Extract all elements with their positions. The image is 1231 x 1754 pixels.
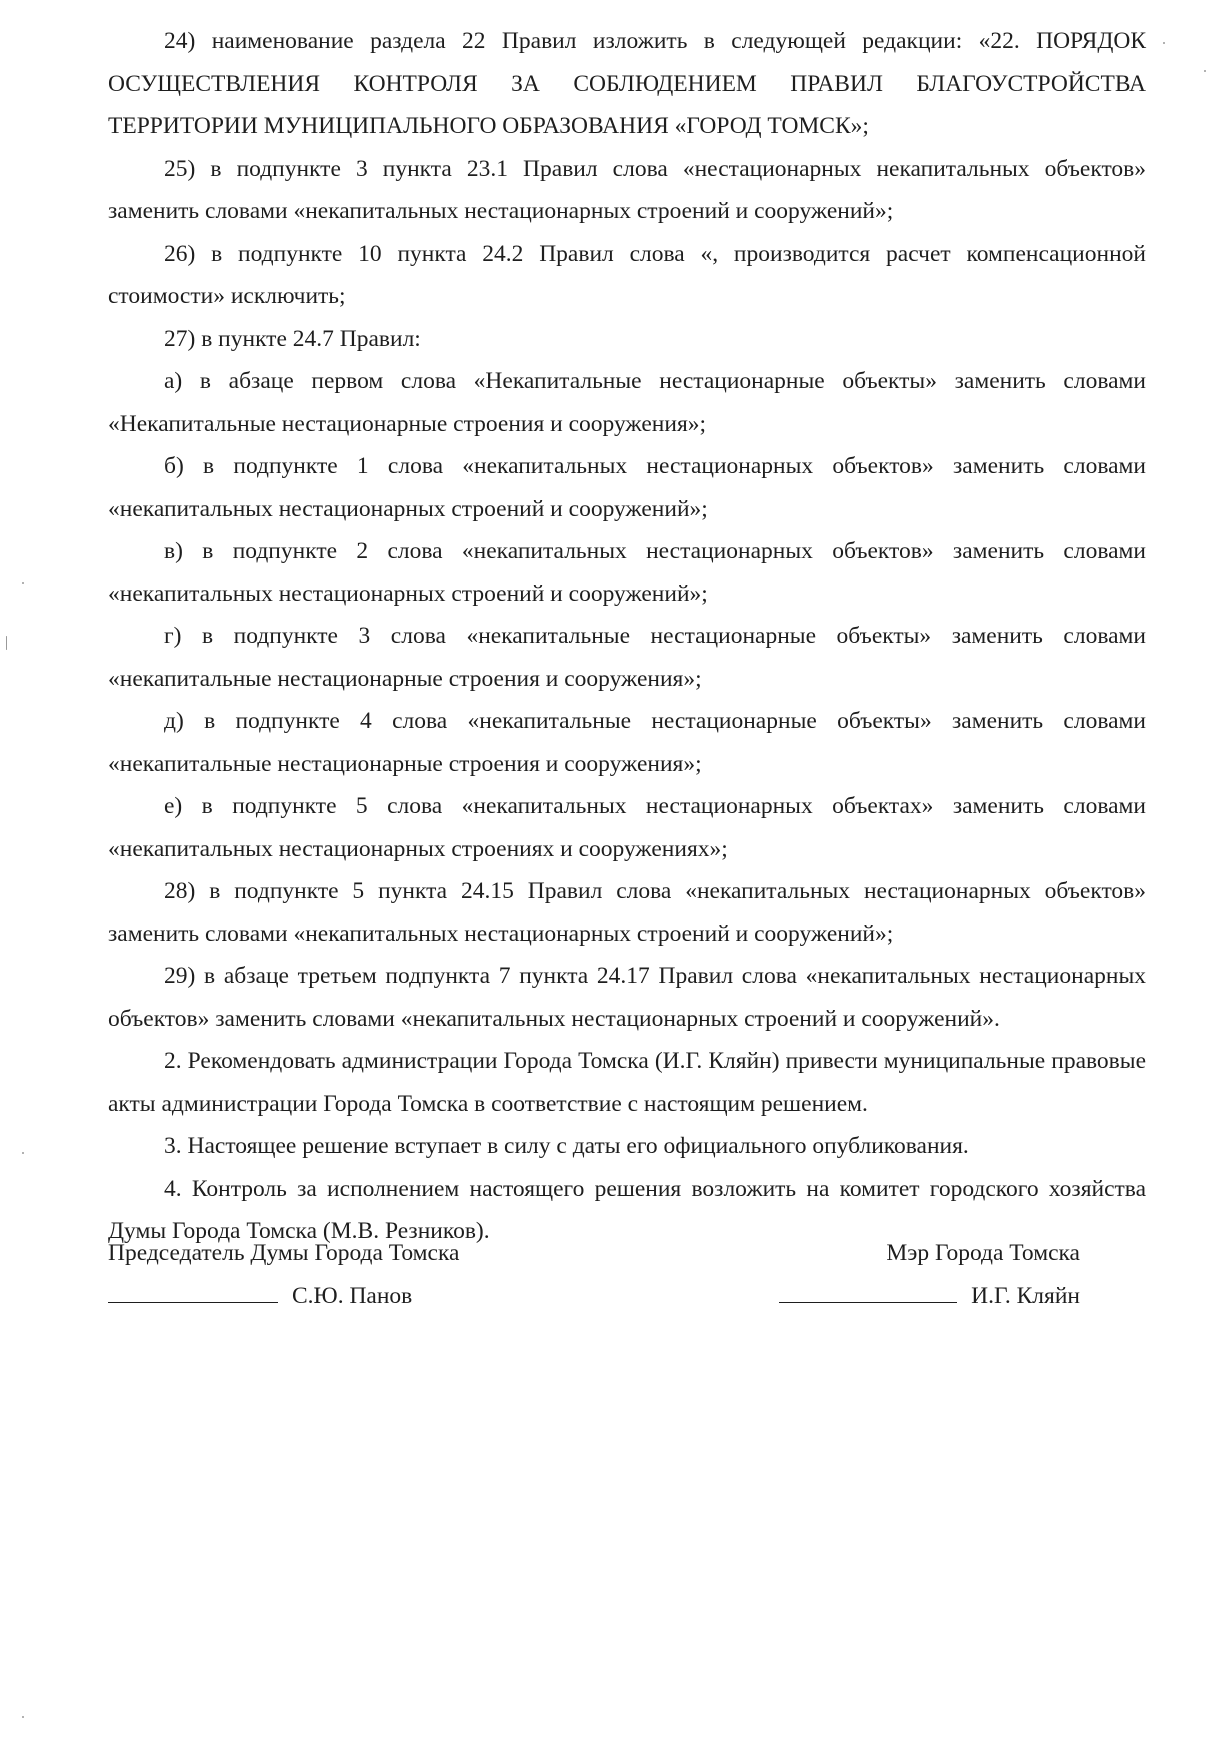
paragraph-27-e: е) в подпункте 5 слова «некапитальных нестационарных объектах» заменить словами «некапитальных нестационарных строениях и сооружениях»;	[108, 793, 1146, 862]
paragraph-27-g: г) в подпункте 3 слова «некапитальные нестационарные объекты» заменить словами «некапитальные нестационарные строения и сооружения»;	[108, 623, 1146, 692]
scan-speck	[6, 636, 7, 650]
signature-left-name: С.Ю. Панов	[292, 1282, 413, 1309]
paragraph-29: 29) в абзаце третьем подпункта 7 пункта 24.17 Правил слова «некапитальных нестационарных объектов» заменить словами «некапитальных нестационарных строений и сооружений».	[108, 963, 1146, 1032]
scan-speck	[22, 582, 24, 584]
paragraph-27-v: в) в подпункте 2 слова «некапитальных нестационарных объектов» заменить словами «некапитальных нестационарных строений и сооружений»;	[108, 538, 1146, 607]
signature-left-line	[108, 1301, 278, 1303]
signature-right-title: Мэр Города Томска	[886, 1240, 1080, 1266]
document-body	[108, 20, 1146, 1253]
paragraph-2: 2. Рекомендовать администрации Города Томска (И.Г. Кляйн) привести муниципальные правовые акты администрации Города Томска в соответствие с настоящим решением.	[108, 1048, 1146, 1117]
paragraph-4: 4. Контроль за исполнением настоящего решения возложить на комитет городского хозяйства Думы Города Томска (М.В. Резников).	[108, 1175, 1146, 1244]
signature-left-line-row	[108, 1275, 459, 1318]
paragraph-27-a: а) в абзаце первом слова «Некапитальные нестационарные объекты» заменить словами «Некапитальные нестационарные строения и сооружения»;	[108, 368, 1146, 437]
paragraph-3: 3. Настоящее решение вступает в силу с даты его официального опубликования.	[164, 1133, 969, 1159]
scan-speck	[22, 1716, 24, 1718]
signature-right	[768, 1232, 1080, 1317]
scan-speck	[22, 1152, 24, 1154]
scan-speck	[1204, 70, 1206, 72]
paragraph-25: 25) в подпункте 3 пункта 23.1 Правил слова «нестационарных некапитальных объектов» заменить словами «некапитальных нестационарных строений и сооружений»;	[108, 155, 1146, 224]
paragraph-28: 28) в подпункте 5 пункта 24.15 Правил слова «некапитальных нестационарных объектов» заменить словами «некапитальных нестационарных строений и сооружений»;	[108, 878, 1146, 947]
paragraph-27-d: д) в подпункте 4 слова «некапитальные нестационарные объекты» заменить словами «некапитальные нестационарные строения и сооружения»;	[108, 708, 1146, 777]
paragraph-26: 26) в подпункте 10 пункта 24.2 Правил слова «, производится расчет компенсационной стоимости» исключить;	[108, 240, 1146, 309]
signature-right-name: И.Г. Кляйн	[971, 1282, 1080, 1309]
signature-left	[108, 1232, 459, 1317]
signature-right-line-row	[768, 1275, 1080, 1318]
signature-left-title: Председатель Думы Города Томска	[108, 1240, 460, 1266]
scan-speck	[1163, 42, 1165, 44]
paragraph-27: 27) в пункте 24.7 Правил:	[164, 325, 421, 352]
signature-right-line	[779, 1301, 957, 1303]
paragraph-27-b: б) в подпункте 1 слова «некапитальных нестационарных объектов» заменить словами «некапитальных нестационарных строений и сооружений»;	[108, 453, 1146, 522]
paragraph-24: 24) наименование раздела 22 Правил изложить в следующей редакции: «22. ПОРЯДОК ОСУЩЕСТВЛЕНИЯ КОНТРОЛЯ ЗА СОБЛЮДЕНИЕМ ПРАВИЛ БЛАГОУСТРОЙСТВА ТЕРРИТОРИИ МУНИЦИПАЛЬНОГО ОБРАЗОВАНИЯ «ГОРОД ТОМСК»;	[108, 28, 1146, 139]
